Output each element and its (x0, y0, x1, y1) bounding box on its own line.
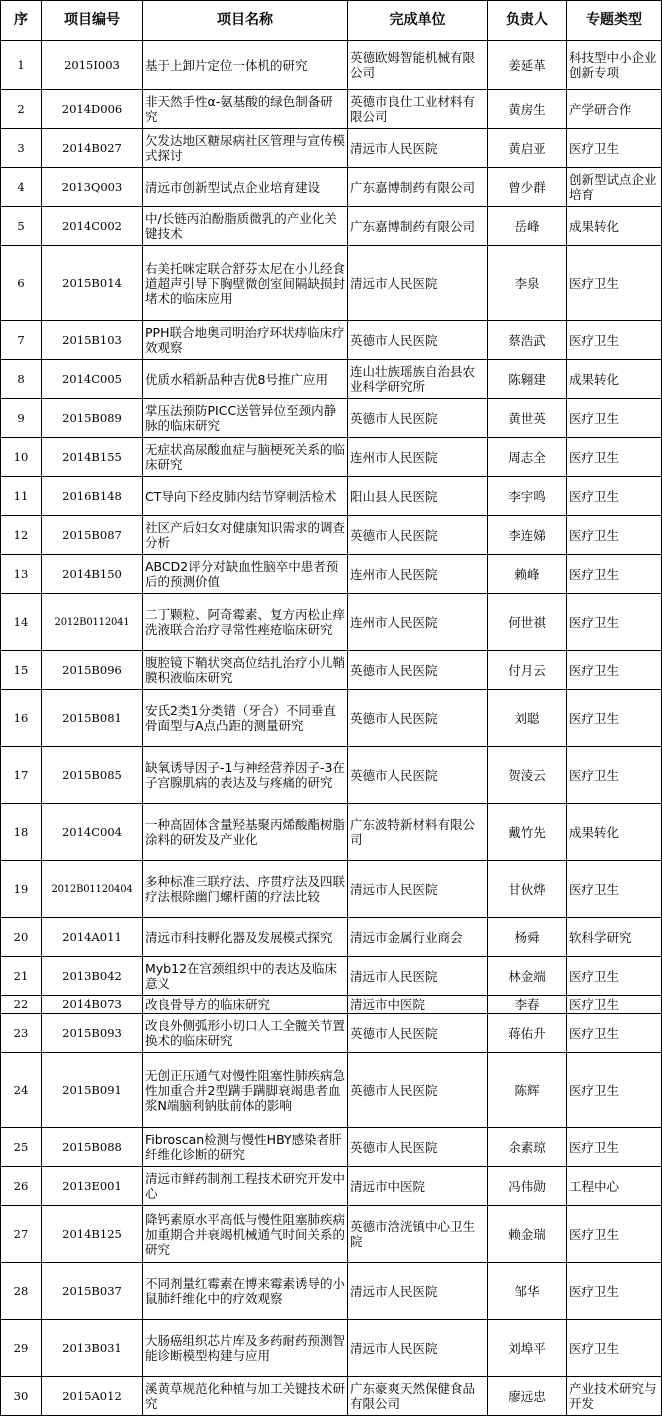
cell-person: 刘埠平 (488, 1320, 567, 1377)
cell-seq: 17 (1, 747, 42, 804)
cell-type: 医疗卫生 (567, 321, 662, 360)
cell-seq: 1 (1, 41, 42, 90)
cell-unit: 英德市人民医院 (348, 690, 488, 747)
cell-person: 杨舜 (488, 918, 567, 957)
cell-name: 优质水稻新品种吉优8号推广应用 (143, 360, 348, 399)
cell-person: 姜延革 (488, 41, 567, 90)
table-row (1, 90, 662, 129)
table-row (1, 804, 662, 861)
table-row (1, 41, 662, 90)
cell-code: 2015B088 (42, 1128, 143, 1167)
cell-person: 甘伙烨 (488, 861, 567, 918)
cell-name: 右美托咪定联合舒芬太尼在小儿经食道超声引导下胸壁微创室间隔缺损封堵术的临床应用 (143, 246, 348, 321)
cell-name: ABCD2评分对缺血性脑卒中患者预后的预测价值 (143, 555, 348, 594)
cell-type: 创新型试点企业培育 (567, 168, 662, 207)
cell-type: 科技型中小企业创新专项 (567, 41, 662, 90)
cell-unit: 英德市良仕工业材料有限公司 (348, 90, 488, 129)
cell-code: 2014C004 (42, 804, 143, 861)
cell-type: 医疗卫生 (567, 399, 662, 438)
cell-seq: 15 (1, 651, 42, 690)
cell-unit: 广东波特新材料有限公司 (348, 804, 488, 861)
cell-type: 医疗卫生 (567, 1263, 662, 1320)
cell-seq: 2 (1, 90, 42, 129)
cell-name: 无创正压通气对慢性阻塞性肺疾病急性加重合并2型蹒手蹒脚衰竭患者血浆N端脑利钠肽前体的影响 (143, 1053, 348, 1128)
table-row (1, 360, 662, 399)
cell-unit: 英德市人民医院 (348, 747, 488, 804)
cell-unit: 广东嘉博制药有限公司 (348, 168, 488, 207)
cell-name: 改良外侧弧形小切口人工全髋关节置换术的临床研究 (143, 1014, 348, 1053)
cell-type: 医疗卫生 (567, 957, 662, 996)
cell-person: 曾少群 (488, 168, 567, 207)
cell-unit: 连州市人民医院 (348, 438, 488, 477)
cell-person: 付月云 (488, 651, 567, 690)
cell-unit: 英德市人民医院 (348, 651, 488, 690)
cell-name: 非天然手性α-氨基酸的绿色制备研究 (143, 90, 348, 129)
cell-type: 医疗卫生 (567, 1128, 662, 1167)
header-type: 专题类型 (567, 1, 662, 41)
header-code: 项目编号 (42, 1, 143, 41)
cell-type: 医疗卫生 (567, 747, 662, 804)
table-row (1, 1053, 662, 1128)
cell-code: 2012B0112041 (42, 594, 143, 651)
cell-unit: 清远市人民医院 (348, 246, 488, 321)
cell-unit: 清远市人民医院 (348, 1320, 488, 1377)
cell-seq: 6 (1, 246, 42, 321)
cell-code: 2014C005 (42, 360, 143, 399)
cell-type: 医疗卫生 (567, 246, 662, 321)
cell-type: 医疗卫生 (567, 861, 662, 918)
cell-seq: 23 (1, 1014, 42, 1053)
cell-code: 2013B042 (42, 957, 143, 996)
cell-type: 医疗卫生 (567, 996, 662, 1014)
cell-seq: 8 (1, 360, 42, 399)
cell-name: 无症状高尿酸血症与脑梗死关系的临床研究 (143, 438, 348, 477)
cell-seq: 4 (1, 168, 42, 207)
table-row (1, 747, 662, 804)
cell-code: 2013Q003 (42, 168, 143, 207)
table-row (1, 651, 662, 690)
cell-unit: 清远市人民医院 (348, 957, 488, 996)
cell-type: 医疗卫生 (567, 438, 662, 477)
cell-unit: 英德市人民医院 (348, 1128, 488, 1167)
cell-person: 赖金瑞 (488, 1206, 567, 1263)
cell-unit: 广东豪爽天然保健食品有限公司 (348, 1377, 488, 1416)
table-row (1, 957, 662, 996)
cell-seq: 30 (1, 1377, 42, 1416)
cell-unit: 清远市中医院 (348, 996, 488, 1014)
cell-unit: 英德市人民医院 (348, 1053, 488, 1128)
cell-type: 医疗卫生 (567, 1320, 662, 1377)
cell-code: 2014B073 (42, 996, 143, 1014)
cell-unit: 英德市浛洸镇中心卫生院 (348, 1206, 488, 1263)
cell-code: 2015I003 (42, 41, 143, 90)
cell-type: 软科学研究 (567, 918, 662, 957)
cell-person: 陈翱建 (488, 360, 567, 399)
cell-code: 2014A011 (42, 918, 143, 957)
cell-person: 黄世英 (488, 399, 567, 438)
cell-name: 改良骨导方的临床研究 (143, 996, 348, 1014)
cell-seq: 20 (1, 918, 42, 957)
cell-person: 刘聪 (488, 690, 567, 747)
cell-unit: 清远市人民医院 (348, 861, 488, 918)
cell-seq: 28 (1, 1263, 42, 1320)
table-row (1, 477, 662, 516)
cell-code: 2013E001 (42, 1167, 143, 1206)
cell-name: 降钙素原水平高低与慢性阻塞肺疾病加重期合并衰竭机械通气时间关系的研究 (143, 1206, 348, 1263)
table-row (1, 1263, 662, 1320)
cell-unit: 清远市中医院 (348, 1167, 488, 1206)
table-row (1, 996, 662, 1014)
cell-name: 腹腔镜下鞘状突高位结扎治疗小儿鞘膜积液临床研究 (143, 651, 348, 690)
cell-type: 医疗卫生 (567, 1014, 662, 1053)
table-row (1, 555, 662, 594)
cell-type: 成果转化 (567, 207, 662, 246)
cell-name: 基于上卸片定位一体机的研究 (143, 41, 348, 90)
cell-person: 邹华 (488, 1263, 567, 1320)
cell-name: 二丁颗粒、阿奇霉素、复方丙松止痒洗液联合治疗寻常性痤疮临床研究 (143, 594, 348, 651)
cell-name: 大肠癌组织芯片库及多药耐药预测智能诊断模型构建与应用 (143, 1320, 348, 1377)
cell-code: 2014D006 (42, 90, 143, 129)
cell-unit: 连州市人民医院 (348, 555, 488, 594)
table-row (1, 1167, 662, 1206)
cell-unit: 英德市人民医院 (348, 399, 488, 438)
cell-person: 陈辉 (488, 1053, 567, 1128)
cell-code: 2016B148 (42, 477, 143, 516)
cell-seq: 10 (1, 438, 42, 477)
cell-code: 2015B085 (42, 747, 143, 804)
cell-type: 医疗卫生 (567, 1053, 662, 1128)
cell-code: 2015B037 (42, 1263, 143, 1320)
cell-person: 何世祺 (488, 594, 567, 651)
table-row (1, 918, 662, 957)
cell-code: 2014B155 (42, 438, 143, 477)
cell-seq: 12 (1, 516, 42, 555)
cell-seq: 26 (1, 1167, 42, 1206)
cell-seq: 3 (1, 129, 42, 168)
cell-type: 医疗卫生 (567, 477, 662, 516)
cell-code: 2015B096 (42, 651, 143, 690)
cell-name: 清远市创新型试点企业培育建设 (143, 168, 348, 207)
table-body (1, 41, 662, 1416)
cell-person: 蒋佑升 (488, 1014, 567, 1053)
cell-code: 2014B125 (42, 1206, 143, 1263)
cell-person: 李春 (488, 996, 567, 1014)
cell-person: 赖峰 (488, 555, 567, 594)
cell-seq: 24 (1, 1053, 42, 1128)
cell-seq: 22 (1, 996, 42, 1014)
cell-unit: 英德市人民医院 (348, 516, 488, 555)
table-row (1, 168, 662, 207)
cell-type: 成果转化 (567, 804, 662, 861)
cell-seq: 5 (1, 207, 42, 246)
table-row (1, 594, 662, 651)
cell-type: 医疗卫生 (567, 594, 662, 651)
header-name: 项目名称 (143, 1, 348, 41)
cell-type: 医疗卫生 (567, 555, 662, 594)
cell-name: 缺氧诱导因子-1与神经营养因子-3在子宫腺肌病的表达及与疼痛的研究 (143, 747, 348, 804)
cell-person: 李连娣 (488, 516, 567, 555)
cell-person: 黄启亚 (488, 129, 567, 168)
cell-unit: 清远市人民医院 (348, 129, 488, 168)
table-row (1, 321, 662, 360)
cell-name: 掌压法预防PICC送管异位至颈内静脉的临床研究 (143, 399, 348, 438)
cell-name: 安氏2类1分类错（牙合）不同垂直骨面型与A点凸距的测量研究 (143, 690, 348, 747)
cell-person: 李宇鸣 (488, 477, 567, 516)
cell-seq: 7 (1, 321, 42, 360)
cell-code: 2015B093 (42, 1014, 143, 1053)
cell-name: CT导向下经皮肺内结节穿刺活检术 (143, 477, 348, 516)
cell-person: 余素琼 (488, 1128, 567, 1167)
cell-unit: 英德欧姆智能机械有限公司 (348, 41, 488, 90)
cell-seq: 25 (1, 1128, 42, 1167)
cell-unit: 阳山县人民医院 (348, 477, 488, 516)
table-row (1, 129, 662, 168)
table-row (1, 399, 662, 438)
cell-seq: 16 (1, 690, 42, 747)
cell-code: 2015B089 (42, 399, 143, 438)
cell-person: 李泉 (488, 246, 567, 321)
header-row (1, 1, 662, 41)
cell-name: Fibroscan检测与慢性HBY感染者肝纤维化诊断的研究 (143, 1128, 348, 1167)
header-unit: 完成单位 (348, 1, 488, 41)
cell-seq: 13 (1, 555, 42, 594)
cell-unit: 连州市人民医院 (348, 594, 488, 651)
cell-code: 2015B103 (42, 321, 143, 360)
cell-unit: 英德市人民医院 (348, 321, 488, 360)
cell-type: 医疗卫生 (567, 651, 662, 690)
cell-person: 林金端 (488, 957, 567, 996)
cell-seq: 18 (1, 804, 42, 861)
cell-seq: 29 (1, 1320, 42, 1377)
cell-person: 冯伟勋 (488, 1167, 567, 1206)
cell-person: 周志全 (488, 438, 567, 477)
cell-seq: 27 (1, 1206, 42, 1263)
cell-code: 2014C002 (42, 207, 143, 246)
cell-type: 工程中心 (567, 1167, 662, 1206)
cell-seq: 9 (1, 399, 42, 438)
cell-code: 2014B027 (42, 129, 143, 168)
cell-name: 欠发达地区糖尿病社区管理与宣传模式探讨 (143, 129, 348, 168)
cell-person: 岳峰 (488, 207, 567, 246)
cell-type: 医疗卫生 (567, 690, 662, 747)
cell-seq: 19 (1, 861, 42, 918)
table-row (1, 1014, 662, 1053)
cell-name: Myb12在宫颈组织中的表达及临床意义 (143, 957, 348, 996)
cell-code: 2015A012 (42, 1377, 143, 1416)
cell-type: 医疗卫生 (567, 1206, 662, 1263)
cell-name: PPH联合地奥司明治疗环状痔临床疗效观察 (143, 321, 348, 360)
cell-unit: 广东嘉博制药有限公司 (348, 207, 488, 246)
cell-code: 2014B150 (42, 555, 143, 594)
table-row (1, 1206, 662, 1263)
cell-name: 社区产后妇女对健康知识需求的调查分析 (143, 516, 348, 555)
cell-code: 2015B081 (42, 690, 143, 747)
cell-type: 医疗卫生 (567, 129, 662, 168)
cell-person: 贺淩云 (488, 747, 567, 804)
table-row (1, 438, 662, 477)
cell-code: 2015B091 (42, 1053, 143, 1128)
cell-seq: 21 (1, 957, 42, 996)
cell-unit: 连山壮族瑶族自治县农业科学研究所 (348, 360, 488, 399)
table-row (1, 690, 662, 747)
cell-person: 蔡浩武 (488, 321, 567, 360)
cell-seq: 14 (1, 594, 42, 651)
cell-unit: 清远市人民医院 (348, 1263, 488, 1320)
cell-name: 中/长链丙泊酚脂质微乳的产业化关键技术 (143, 207, 348, 246)
table-row (1, 1320, 662, 1377)
cell-type: 产业技术研究与开发 (567, 1377, 662, 1416)
cell-unit: 英德市人民医院 (348, 1014, 488, 1053)
cell-name: 不同剂量红霉素在博来霉素诱导的小鼠肺纤维化中的疗效观察 (143, 1263, 348, 1320)
cell-code: 2012B01120404 (42, 861, 143, 918)
cell-person: 戴竹先 (488, 804, 567, 861)
table-row (1, 861, 662, 918)
table-row (1, 246, 662, 321)
cell-person: 廖远忠 (488, 1377, 567, 1416)
table-row (1, 1128, 662, 1167)
header-person: 负责人 (488, 1, 567, 41)
table-row (1, 207, 662, 246)
cell-type: 成果转化 (567, 360, 662, 399)
cell-type: 医疗卫生 (567, 516, 662, 555)
table-row (1, 516, 662, 555)
cell-name: 清远市鲜药制剂工程技术研究开发中心 (143, 1167, 348, 1206)
cell-code: 2015B087 (42, 516, 143, 555)
table-row (1, 1377, 662, 1416)
cell-code: 2015B014 (42, 246, 143, 321)
cell-name: 一种高固体含量羟基聚丙烯酸酯树脂涂料的研发及产业化 (143, 804, 348, 861)
cell-type: 产学研合作 (567, 90, 662, 129)
cell-name: 多种标准三联疗法、序贯疗法及四联疗法根除幽门螺杆菌的疗法比较 (143, 861, 348, 918)
cell-name: 溪黄草规范化种植与加工关键技术研究 (143, 1377, 348, 1416)
cell-person: 黄房生 (488, 90, 567, 129)
cell-seq: 11 (1, 477, 42, 516)
cell-unit: 清远市金属行业商会 (348, 918, 488, 957)
header-seq: 序 (1, 1, 42, 41)
cell-code: 2013B031 (42, 1320, 143, 1377)
cell-name: 清远市科技孵化器及发展模式探究 (143, 918, 348, 957)
